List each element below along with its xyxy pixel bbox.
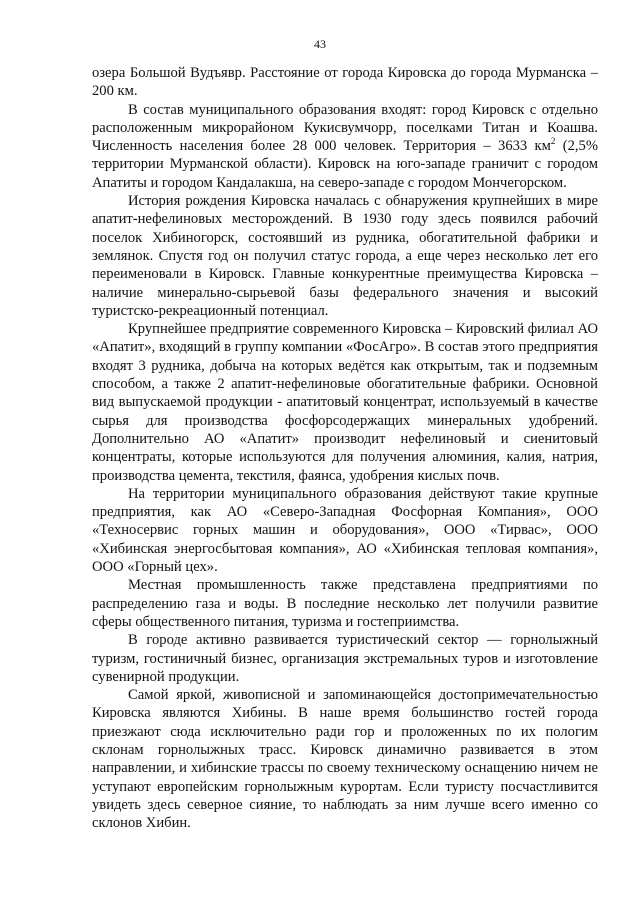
superscript-square: 2 bbox=[550, 136, 556, 147]
paragraph-4: Крупнейшее предприятие современного Кировска – Кировский филиал АО «Апатит», входящий в группу компании «ФосАгро». В состав этого предприятия входят 3 рудника, добыча на которых ведётся как открытым, так и подземным способом, а также 2 апатит-нефелиновые обогатительные фабрики. Основной вид выпускаемой продукции - апатитовый концентрат, используемый в качестве сырья для производства фосфорсодержащих минеральных удобрений. Дополнительно АО «Апатит» производит нефелиновый и сиенитовый концентраты, которые используются для получения алюминия, калия, натрия, производства цемента, текстиля, фаянса, удобрения кислых почв. bbox=[92, 321, 598, 484]
document-body bbox=[92, 64, 598, 832]
paragraph-1: озера Большой Вудъявр. Расстояние от города Кировска до города Мурманска – 200 км. bbox=[92, 65, 598, 100]
paragraph-6: Местная промышленность также представлена предприятиями по распределению газа и воды. В последние несколько лет получили развитие сферы общественного питания, туризма и гостеприимства. bbox=[92, 577, 598, 630]
paragraph-2-text-a: В состав муниципального образования входят: город Кировск с отдельно расположенным микрорайоном Кукисвумчорр, поселками Титан и Коашва. Численность населения более 28 000 человек. Территория – 3633 км bbox=[92, 101, 598, 155]
paragraph-8: Самой яркой, живописной и запоминающейся достопримечательностью Кировска являются Хибины. В наше время большинство гостей города приезжают сюда исключительно ради гор и проложенных по их пологим склонам горнолыжных трасс. Кировск динамично развивается в этом направлении, и хибинские трассы по своему техническому оснащению ничем не уступают европейским горнолыжным курортам. Если туристу посчастливится увидеть здесь северное сияние, то наблюдать за ним лучше всего именно со склонов Хибин. bbox=[92, 687, 598, 832]
paragraph-5: На территории муниципального образования действуют такие крупные предприятия, как АО «Северо-Западная Фосфорная Компания», ООО «Техносервис горных машин и оборудования», ООО «Тирвас», ООО «Хибинская энергосбытовая компания», АО «Хибинская тепловая компания», ООО «Горный цех». bbox=[92, 485, 598, 576]
paragraph-2-text-b: (2,5% территории Мурманской области). Кировск на юго-западе граничит с городом Апатиты и городом Кандалакша, на северо-западе с городом Мончегорском. bbox=[92, 138, 598, 191]
paragraph-7: В городе активно развивается туристический сектор — горнолыжный туризм, гостиничный бизнес, организация экстремальных туров и изготовление сувенирной продукции. bbox=[92, 632, 598, 685]
paragraph-2 bbox=[92, 101, 598, 192]
page-number: 43 bbox=[314, 37, 326, 51]
paragraph-3: История рождения Кировска началась с обнаружения крупнейших в мире апатит-нефелиновых месторождений. В 1930 году здесь появился рабочий поселок Хибиногорск, состоявший из рудника, обогатительной фабрики и землянок. Спустя год он получил статус города, а еще через несколько лет его переименовали в Кировск. Главные конкурентные преимущества Кировска – наличие минерально-сырьевой базы федерального значения и высокий туристско-рекреационный потенциал. bbox=[92, 193, 598, 319]
